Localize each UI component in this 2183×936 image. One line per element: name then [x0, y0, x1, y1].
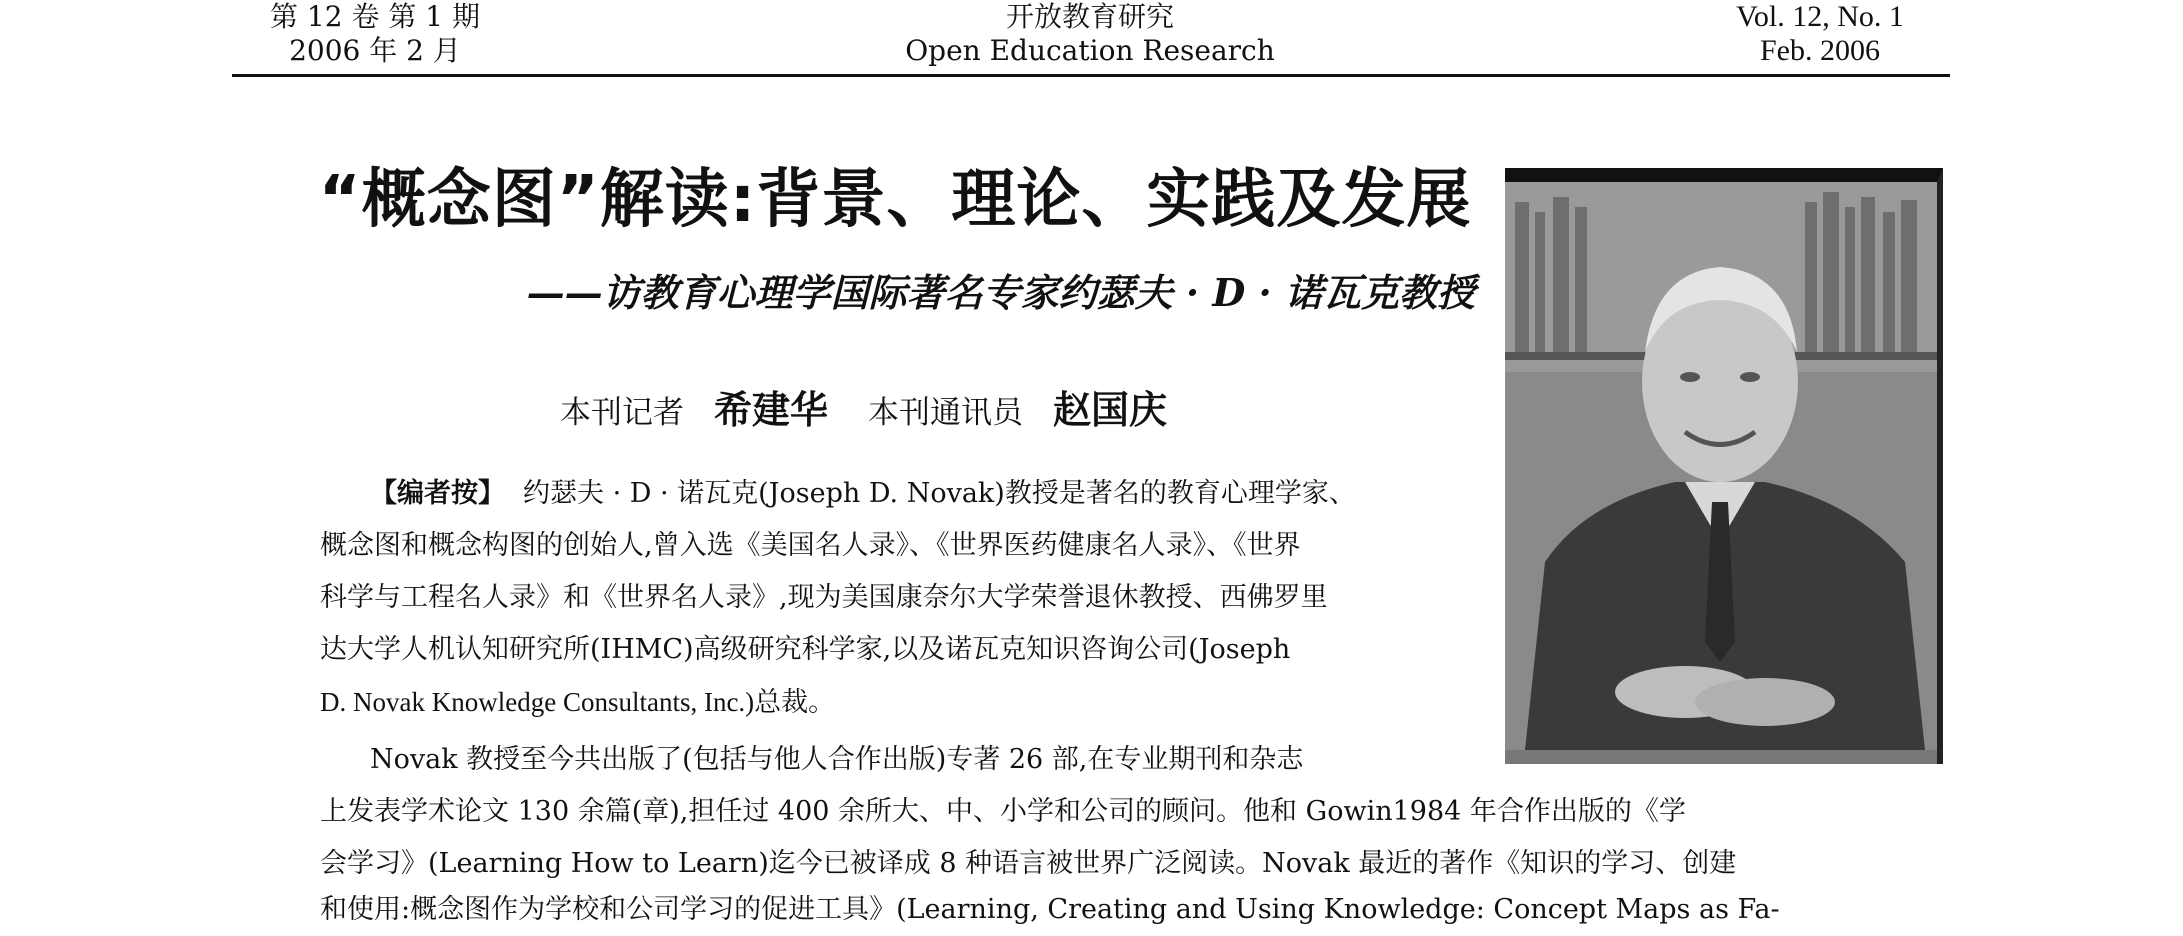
- running-header-journal: [880, 0, 1300, 68]
- paragraph-2-line-3: 会学习》(Learning How to Learn)迄今已被译成 8 种语言被世界广泛阅读。Novak 最近的著作《知识的学习、创建: [320, 848, 1737, 879]
- issue-date: 2006 年 2 月: [289, 34, 461, 67]
- journal-name-en: Open Education Research: [905, 34, 1275, 67]
- running-header-volume: [1720, 0, 1920, 68]
- portrait-photo: [1505, 168, 1943, 764]
- byline-name-correspondent: 赵国庆: [1053, 387, 1168, 432]
- volume-date: Feb. 2006: [1760, 34, 1880, 67]
- editor-note-line-2: 概念图和概念构图的创始人,曾入选《美国名人录》、《世界医药健康名人录》、《世界: [320, 530, 1301, 561]
- editor-note-line-5: D. Novak Knowledge Consultants, Inc.)总裁。: [320, 687, 836, 717]
- editor-note-line-4: 达大学人机认知研究所(IHMC)高级研究科学家,以及诺瓦克知识咨询公司(Joseph: [320, 634, 1291, 665]
- issue-volume: 第 12 卷 第 1 期: [270, 0, 480, 33]
- editor-note-line-3: 科学与工程名人录》和《世界名人录》,现为美国康奈尔大学荣誉退休教授、西佛罗里: [320, 582, 1328, 613]
- byline-role-correspondent: 本刊通讯员: [868, 395, 1024, 431]
- header-divider: [232, 74, 1950, 77]
- paragraph-2-line-1: Novak 教授至今共出版了(包括与他人合作出版)专著 26 部,在专业期刊和杂志: [370, 744, 1304, 775]
- paragraph-2-line-2: 上发表学术论文 130 余篇(章),担任过 400 余所大、中、小学和公司的顾问。他和 Gowin1984 年合作出版的《学: [320, 796, 1686, 827]
- portrait-image: [1505, 182, 1937, 750]
- editor-note-tag: 【编者按】: [370, 478, 505, 509]
- article-subtitle: ——访教育心理学国际著名专家约瑟夫 · D · 诺瓦克教授: [526, 270, 1475, 315]
- volume-number: Vol. 12, No. 1: [1736, 0, 1904, 33]
- byline-role-reporter: 本刊记者: [560, 395, 684, 431]
- editor-note-line-1: 【编者按】 约瑟夫 · D · 诺瓦克(Joseph D. Novak)教授是著名的教育心理学家、: [370, 478, 1356, 509]
- journal-name-cn: 开放教育研究: [1005, 0, 1174, 33]
- article-title: “概念图”解读:背景、理论、实践及发展: [318, 163, 1472, 237]
- running-header-issue: [250, 0, 500, 68]
- byline-name-reporter: 希建华: [714, 387, 829, 432]
- paragraph-2-line-4: 和使用:概念图作为学校和公司学习的促进工具》(Learning, Creating and Using Knowledge: Concept Maps as Fa-: [320, 894, 1780, 925]
- byline: [560, 385, 1310, 438]
